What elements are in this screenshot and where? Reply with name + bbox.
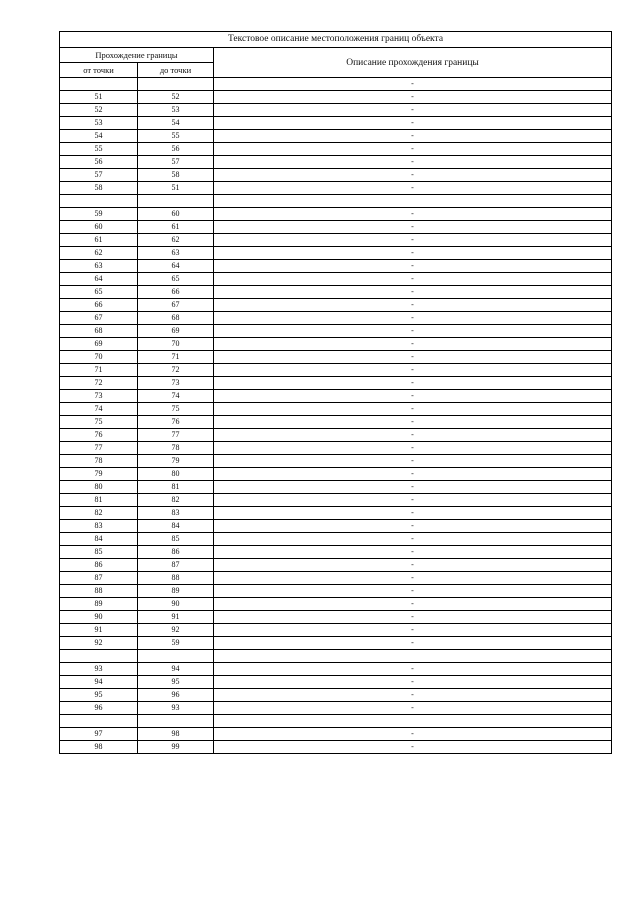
cell-from-point: 81 (60, 494, 138, 507)
table-row (60, 702, 612, 715)
cell-to-point: 78 (138, 442, 214, 455)
cell-to-point: 70 (138, 338, 214, 351)
column-header-to-point: до точки (138, 63, 214, 78)
cell-description: - (214, 390, 612, 403)
cell-from-point: 91 (60, 624, 138, 637)
cell-to-point (138, 78, 214, 91)
cell-description: - (214, 403, 612, 416)
cell-from-point: 82 (60, 507, 138, 520)
table-row (60, 715, 612, 728)
cell-from-point: 51 (60, 91, 138, 104)
table-row (60, 728, 612, 741)
table-row (60, 637, 612, 650)
cell-description: - (214, 429, 612, 442)
cell-to-point: 56 (138, 143, 214, 156)
table-row (60, 520, 612, 533)
cell-to-point: 96 (138, 689, 214, 702)
cell-from-point: 92 (60, 637, 138, 650)
table-row (60, 364, 612, 377)
table-row (60, 559, 612, 572)
table-row (60, 585, 612, 598)
cell-to-point: 85 (138, 533, 214, 546)
group-header-boundary-passage: Прохождение границы (60, 48, 214, 63)
cell-description: - (214, 637, 612, 650)
table-row (60, 299, 612, 312)
cell-from-point: 96 (60, 702, 138, 715)
cell-description: - (214, 533, 612, 546)
cell-description (214, 195, 612, 208)
cell-from-point (60, 195, 138, 208)
cell-from-point: 97 (60, 728, 138, 741)
cell-description: - (214, 728, 612, 741)
cell-from-point: 69 (60, 338, 138, 351)
cell-description: - (214, 676, 612, 689)
cell-to-point: 92 (138, 624, 214, 637)
cell-description: - (214, 481, 612, 494)
cell-description: - (214, 130, 612, 143)
cell-from-point (60, 650, 138, 663)
cell-description: - (214, 78, 612, 91)
table-row (60, 481, 612, 494)
table-row (60, 338, 612, 351)
cell-from-point: 79 (60, 468, 138, 481)
cell-from-point: 98 (60, 741, 138, 754)
cell-to-point: 68 (138, 312, 214, 325)
cell-description: - (214, 416, 612, 429)
cell-description (214, 715, 612, 728)
cell-from-point: 70 (60, 351, 138, 364)
table-row (60, 416, 612, 429)
table-row (60, 234, 612, 247)
table-row (60, 442, 612, 455)
cell-to-point: 77 (138, 429, 214, 442)
cell-from-point: 88 (60, 585, 138, 598)
table-row (60, 91, 612, 104)
cell-to-point: 74 (138, 390, 214, 403)
cell-to-point: 69 (138, 325, 214, 338)
cell-to-point: 75 (138, 403, 214, 416)
table-row (60, 455, 612, 468)
cell-description: - (214, 559, 612, 572)
cell-to-point: 94 (138, 663, 214, 676)
cell-to-point: 72 (138, 364, 214, 377)
boundary-description-table (59, 31, 612, 754)
cell-to-point: 55 (138, 130, 214, 143)
cell-from-point: 80 (60, 481, 138, 494)
cell-from-point: 84 (60, 533, 138, 546)
cell-from-point: 68 (60, 325, 138, 338)
cell-description: - (214, 455, 612, 468)
cell-description: - (214, 663, 612, 676)
cell-from-point: 67 (60, 312, 138, 325)
cell-to-point: 80 (138, 468, 214, 481)
cell-from-point: 66 (60, 299, 138, 312)
column-header-from-point: от точки (60, 63, 138, 78)
table-row (60, 195, 612, 208)
table-title: Текстовое описание местоположения границ объекта (60, 32, 612, 48)
cell-from-point: 83 (60, 520, 138, 533)
cell-from-point: 90 (60, 611, 138, 624)
cell-description: - (214, 572, 612, 585)
cell-description: - (214, 299, 612, 312)
table-row (60, 429, 612, 442)
cell-description: - (214, 507, 612, 520)
cell-from-point: 56 (60, 156, 138, 169)
table-row (60, 507, 612, 520)
cell-from-point (60, 78, 138, 91)
cell-description: - (214, 702, 612, 715)
table-row (60, 403, 612, 416)
column-header-description: Описание прохождения границы (214, 48, 612, 78)
cell-to-point: 54 (138, 117, 214, 130)
cell-description: - (214, 520, 612, 533)
cell-description: - (214, 338, 612, 351)
cell-description: - (214, 325, 612, 338)
cell-from-point: 59 (60, 208, 138, 221)
cell-to-point: 79 (138, 455, 214, 468)
table-row (60, 572, 612, 585)
cell-to-point: 66 (138, 286, 214, 299)
table-row (60, 78, 612, 91)
cell-to-point: 63 (138, 247, 214, 260)
cell-to-point: 81 (138, 481, 214, 494)
cell-from-point: 89 (60, 598, 138, 611)
cell-to-point: 73 (138, 377, 214, 390)
cell-description: - (214, 689, 612, 702)
cell-description: - (214, 91, 612, 104)
table-row (60, 598, 612, 611)
cell-from-point: 85 (60, 546, 138, 559)
cell-to-point: 83 (138, 507, 214, 520)
cell-from-point: 73 (60, 390, 138, 403)
cell-to-point: 59 (138, 637, 214, 650)
cell-from-point: 53 (60, 117, 138, 130)
cell-description: - (214, 182, 612, 195)
cell-description (214, 650, 612, 663)
cell-to-point: 51 (138, 182, 214, 195)
table-row (60, 390, 612, 403)
cell-to-point: 65 (138, 273, 214, 286)
cell-from-point: 54 (60, 130, 138, 143)
cell-description: - (214, 221, 612, 234)
table-row (60, 312, 612, 325)
table-row (60, 351, 612, 364)
cell-description: - (214, 234, 612, 247)
table-row (60, 676, 612, 689)
table-body (60, 78, 612, 754)
cell-from-point: 93 (60, 663, 138, 676)
table-row (60, 325, 612, 338)
cell-from-point: 71 (60, 364, 138, 377)
cell-description: - (214, 260, 612, 273)
table-row (60, 468, 612, 481)
cell-description: - (214, 585, 612, 598)
cell-description: - (214, 117, 612, 130)
table-row (60, 104, 612, 117)
cell-from-point: 94 (60, 676, 138, 689)
cell-from-point: 76 (60, 429, 138, 442)
cell-to-point (138, 195, 214, 208)
cell-to-point: 67 (138, 299, 214, 312)
table-row (60, 624, 612, 637)
table-row (60, 741, 612, 754)
table-row (60, 247, 612, 260)
table-row (60, 221, 612, 234)
cell-description: - (214, 546, 612, 559)
cell-from-point: 62 (60, 247, 138, 260)
cell-description: - (214, 286, 612, 299)
table-row (60, 208, 612, 221)
cell-description: - (214, 598, 612, 611)
table-row (60, 143, 612, 156)
cell-to-point (138, 715, 214, 728)
cell-from-point: 55 (60, 143, 138, 156)
cell-to-point: 52 (138, 91, 214, 104)
cell-description: - (214, 104, 612, 117)
cell-to-point: 58 (138, 169, 214, 182)
cell-description: - (214, 468, 612, 481)
table-row (60, 377, 612, 390)
cell-to-point: 76 (138, 416, 214, 429)
cell-description: - (214, 169, 612, 182)
cell-description: - (214, 494, 612, 507)
cell-from-point: 57 (60, 169, 138, 182)
cell-from-point: 61 (60, 234, 138, 247)
cell-from-point: 63 (60, 260, 138, 273)
cell-to-point: 60 (138, 208, 214, 221)
table-row (60, 689, 612, 702)
cell-from-point: 77 (60, 442, 138, 455)
cell-from-point (60, 715, 138, 728)
table-row (60, 286, 612, 299)
cell-from-point: 86 (60, 559, 138, 572)
table-row (60, 117, 612, 130)
table-row (60, 273, 612, 286)
cell-from-point: 95 (60, 689, 138, 702)
cell-from-point: 74 (60, 403, 138, 416)
cell-to-point: 91 (138, 611, 214, 624)
table-row (60, 663, 612, 676)
cell-to-point: 61 (138, 221, 214, 234)
cell-description: - (214, 741, 612, 754)
table-row (60, 546, 612, 559)
table-row (60, 494, 612, 507)
cell-description: - (214, 364, 612, 377)
cell-description: - (214, 273, 612, 286)
cell-to-point: 98 (138, 728, 214, 741)
table-row (60, 169, 612, 182)
cell-description: - (214, 442, 612, 455)
cell-to-point: 86 (138, 546, 214, 559)
cell-description: - (214, 312, 612, 325)
cell-to-point: 90 (138, 598, 214, 611)
cell-from-point: 75 (60, 416, 138, 429)
cell-to-point: 95 (138, 676, 214, 689)
table-row (60, 130, 612, 143)
table-row (60, 156, 612, 169)
cell-from-point: 60 (60, 221, 138, 234)
cell-from-point: 52 (60, 104, 138, 117)
cell-to-point: 82 (138, 494, 214, 507)
cell-to-point: 57 (138, 156, 214, 169)
cell-from-point: 65 (60, 286, 138, 299)
cell-to-point: 84 (138, 520, 214, 533)
cell-description: - (214, 377, 612, 390)
cell-description: - (214, 247, 612, 260)
cell-to-point: 53 (138, 104, 214, 117)
cell-from-point: 58 (60, 182, 138, 195)
cell-to-point: 93 (138, 702, 214, 715)
table-row (60, 182, 612, 195)
cell-from-point: 78 (60, 455, 138, 468)
cell-to-point: 89 (138, 585, 214, 598)
table-row (60, 260, 612, 273)
cell-description: - (214, 351, 612, 364)
table-row (60, 533, 612, 546)
cell-description: - (214, 143, 612, 156)
cell-to-point: 71 (138, 351, 214, 364)
cell-from-point: 64 (60, 273, 138, 286)
table-row (60, 611, 612, 624)
cell-description: - (214, 208, 612, 221)
cell-from-point: 72 (60, 377, 138, 390)
table-row (60, 650, 612, 663)
cell-description: - (214, 156, 612, 169)
cell-description: - (214, 611, 612, 624)
cell-to-point (138, 650, 214, 663)
cell-description: - (214, 624, 612, 637)
cell-to-point: 62 (138, 234, 214, 247)
cell-to-point: 88 (138, 572, 214, 585)
cell-to-point: 64 (138, 260, 214, 273)
cell-to-point: 87 (138, 559, 214, 572)
cell-from-point: 87 (60, 572, 138, 585)
cell-to-point: 99 (138, 741, 214, 754)
